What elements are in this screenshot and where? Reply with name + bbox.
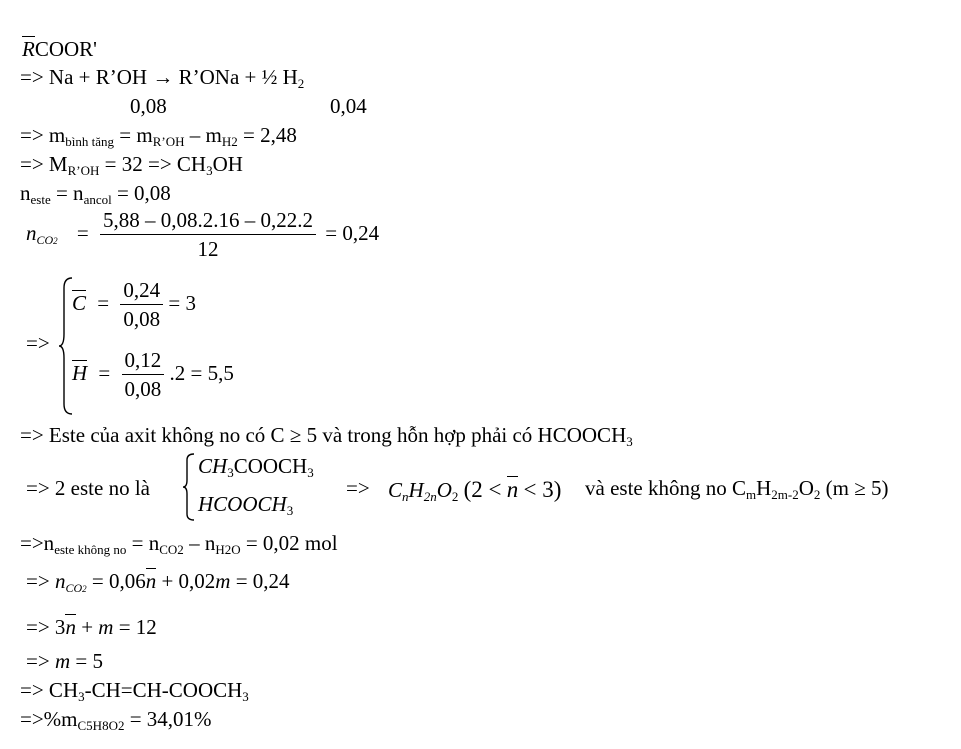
text: => <box>26 569 50 593</box>
text: => M <box>20 152 68 176</box>
text: =>%m <box>20 707 78 731</box>
system-row-h <box>72 350 234 400</box>
text: HCOOCH <box>198 492 287 516</box>
r-bar: R <box>22 37 35 61</box>
text: = m <box>114 123 153 147</box>
text: = 34,01% <box>124 707 212 731</box>
text: => CH <box>20 678 79 702</box>
denominator: 12 <box>197 237 219 261</box>
text: = n <box>50 181 84 205</box>
subscript: C5H8O2 <box>77 718 125 733</box>
equals: = <box>76 220 89 245</box>
text: OH <box>212 152 243 176</box>
line-m-value <box>26 651 103 672</box>
text: CH <box>198 454 228 478</box>
ester-2 <box>198 492 294 518</box>
ester-1 <box>198 454 314 480</box>
subscript: H2 <box>221 134 238 149</box>
line-ester-formula <box>22 36 97 60</box>
condition: (2 < <box>463 477 502 502</box>
n-symbol: n <box>54 569 66 593</box>
text: H <box>408 478 424 502</box>
subscript: este <box>30 192 51 207</box>
text: = 2,48 <box>237 123 297 147</box>
m-symbol: m <box>215 569 231 593</box>
m-symbol: m <box>54 649 71 673</box>
subscript <box>65 581 86 595</box>
left-brace-icon <box>182 452 196 522</box>
text: = 0,02 mol <box>240 531 338 555</box>
text: O <box>798 476 814 500</box>
reaction-left: => Na + R’OH <box>20 65 153 89</box>
subscript: 3 <box>78 689 85 704</box>
subscript: 3 <box>626 434 633 449</box>
text: = 5 <box>70 649 103 673</box>
text: (m ≥ 5) <box>820 476 889 500</box>
line-unsaturated-ester <box>20 423 633 449</box>
text: C <box>388 478 403 502</box>
line-3n-m <box>26 614 157 638</box>
system-prefix: => <box>26 331 50 355</box>
system-row-c <box>72 280 196 330</box>
subscript: bình tăng <box>65 134 115 149</box>
text: COOCH <box>233 454 308 478</box>
denominator: 0,08 <box>123 307 161 331</box>
subscript: ancol <box>83 192 112 207</box>
equals: = <box>97 290 110 315</box>
text: =>n <box>20 531 55 555</box>
numerator: 0,12 <box>122 350 165 375</box>
ester-formula-text: COOR' <box>34 37 97 61</box>
text: – n <box>183 531 216 555</box>
line-reaction-na <box>20 65 305 91</box>
subscript <box>37 233 58 247</box>
line-two-esters-label: => 2 este no là <box>26 476 150 500</box>
line-n-unsaturated <box>20 531 338 557</box>
result: .2 = 5,5 <box>169 360 234 385</box>
subscript: este không no <box>54 542 127 557</box>
subscript: 2n <box>423 489 437 504</box>
text: = 12 <box>113 615 157 639</box>
subscript: m <box>745 487 757 502</box>
result: = 0,24 <box>325 220 380 245</box>
fraction-h <box>122 350 165 400</box>
n-bar: n <box>145 569 157 593</box>
arrow-implies: => <box>346 476 370 500</box>
subscript: 2 <box>297 76 305 91</box>
text: => m <box>20 123 66 147</box>
line-n-co2 <box>26 210 379 260</box>
subscript: 3 <box>206 163 213 178</box>
text: CO <box>65 581 83 595</box>
text: = 0,06 <box>86 569 146 593</box>
text: = 32 => CH <box>99 152 207 176</box>
result: = 3 <box>168 290 196 315</box>
text: = n <box>126 531 160 555</box>
fraction-co2 <box>100 210 316 260</box>
general-formula <box>388 476 561 502</box>
text: CO <box>36 232 54 247</box>
equals: = <box>98 360 111 385</box>
text: => 3 <box>26 615 66 639</box>
text: => Este của axit không no có C ≥ 5 và trong hỗn hợp phải có HCOOCH <box>20 423 627 447</box>
subscript: 3 <box>227 465 234 480</box>
numerator: 0,24 <box>120 280 163 305</box>
reaction-right: R’ONa + ½ H <box>173 65 298 89</box>
h-bar: H <box>72 360 88 385</box>
subscript: 2m-2 <box>771 487 799 502</box>
text: -CH=CH-COOCH <box>84 678 243 702</box>
text: + <box>75 615 99 639</box>
text: + 0,02 <box>156 569 216 593</box>
text: => <box>26 649 50 673</box>
line-n-ester <box>20 181 171 207</box>
line-percentage <box>20 707 212 733</box>
n-bar: n <box>506 477 519 502</box>
subscript: H2O <box>215 542 241 557</box>
subscript: 2 <box>451 489 459 504</box>
text: 2 <box>53 235 58 246</box>
subscript: 2 <box>813 487 821 502</box>
n-bar: n <box>65 615 76 639</box>
text: – m <box>184 123 222 147</box>
subscript: 3 <box>286 503 294 518</box>
subscript: n <box>402 489 409 504</box>
n-symbol: n <box>26 220 37 245</box>
c-bar: C <box>72 290 87 315</box>
right-arrow-icon: → <box>152 65 174 89</box>
mol-amount-2: 0,04 <box>330 94 367 118</box>
text: 2 <box>82 584 87 594</box>
text: n <box>20 181 31 205</box>
text: = 0,24 <box>230 569 290 593</box>
text: H <box>756 476 772 500</box>
numerator: 5,88 – 0,08.2.16 – 0,22.2 <box>100 210 316 235</box>
text: và este không no C <box>585 476 746 500</box>
fraction-c <box>120 280 163 330</box>
mol-amount-1: 0,08 <box>130 94 167 118</box>
subscript: 3 <box>307 465 314 480</box>
subscript: R’OH <box>152 134 185 149</box>
m-symbol: m <box>98 615 114 639</box>
text: = 0,08 <box>111 181 171 205</box>
unsaturated-ester-formula <box>585 476 889 502</box>
denominator: 0,08 <box>124 377 162 401</box>
subscript: R’OH <box>67 163 100 178</box>
subscript: 3 <box>242 689 249 704</box>
condition: < 3) <box>523 477 562 502</box>
line-mass-increase <box>20 123 297 149</box>
text: O <box>436 478 452 502</box>
line-co2-equation <box>26 568 290 595</box>
subscript: CO2 <box>159 542 184 557</box>
line-structure <box>20 678 249 704</box>
line-molar-mass <box>20 152 243 178</box>
